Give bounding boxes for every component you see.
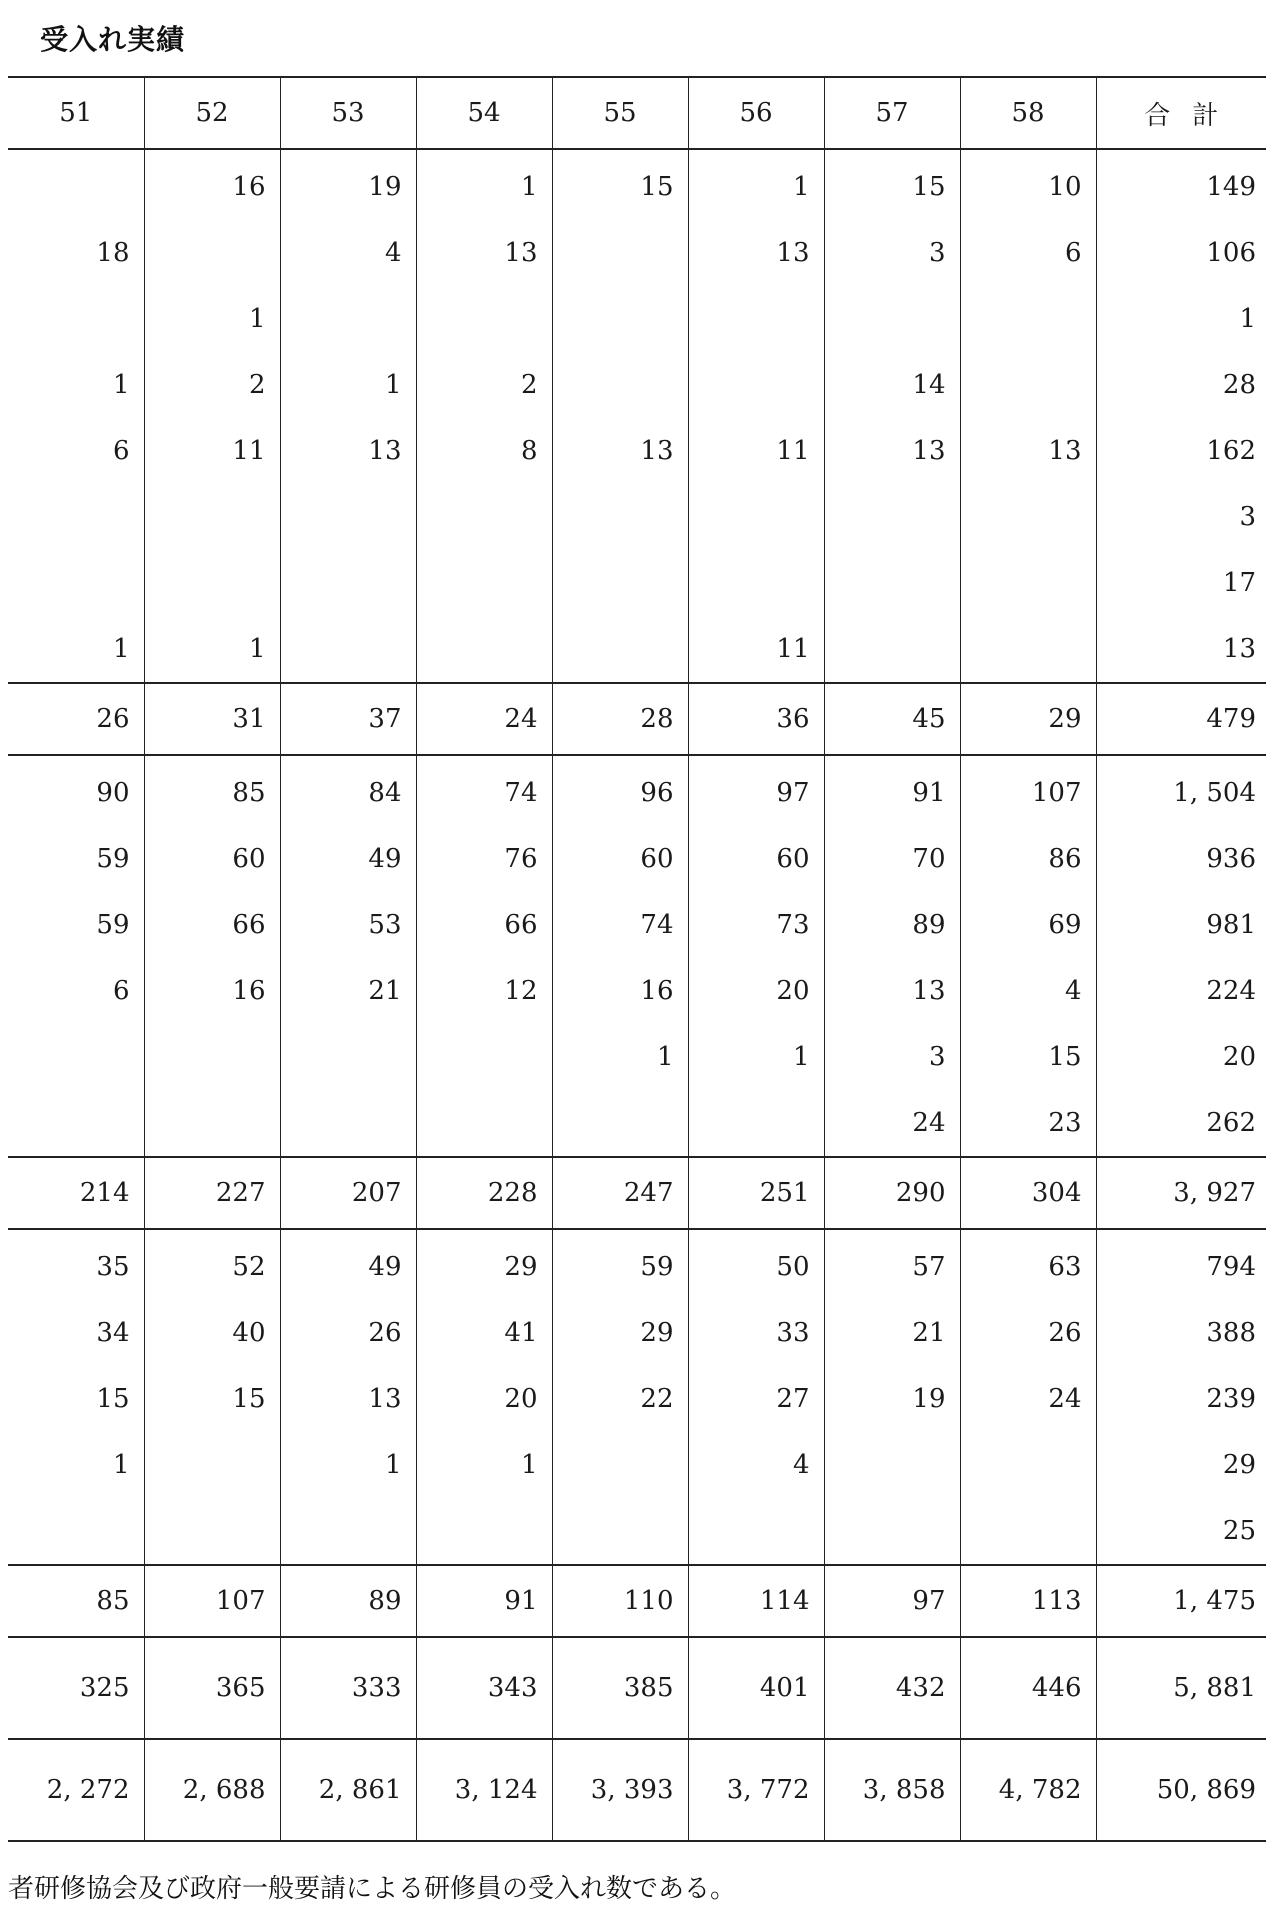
table-cell xyxy=(144,1090,280,1157)
table-cell: 15 xyxy=(144,1366,280,1432)
table-cell xyxy=(960,1432,1096,1498)
table-cell xyxy=(280,484,416,550)
table-cell: 214 xyxy=(8,1157,144,1229)
table-cell: 251 xyxy=(688,1157,824,1229)
table-cell xyxy=(688,352,824,418)
column-header: 53 xyxy=(280,77,416,149)
table-cell-total: 936 xyxy=(1206,844,1256,874)
table-cell-total: 1, 504 xyxy=(1173,778,1256,808)
table-cell: 86 xyxy=(960,826,1096,892)
table-cell xyxy=(8,149,144,220)
table-cell: 97 xyxy=(824,1565,960,1637)
footnote: 者研修協会及び政府一般要請による研修員の受入れ数である。 xyxy=(8,1874,737,1904)
table-cell: 110 xyxy=(552,1565,688,1637)
table-cell xyxy=(8,1498,144,1565)
table-cell: 84 xyxy=(280,755,416,826)
table-cell: 28 xyxy=(552,683,688,755)
table-cell xyxy=(280,550,416,616)
table-cell: 35 xyxy=(8,1229,144,1300)
page-title: 受入れ実績 xyxy=(40,23,186,56)
table-cell: 227 xyxy=(144,1157,280,1229)
table-row xyxy=(8,616,1266,683)
table-cell xyxy=(688,484,824,550)
table-cell: 59 xyxy=(8,826,144,892)
table-cell-total: 224 xyxy=(1206,976,1256,1006)
table-cell-total: 50, 869 xyxy=(1096,1739,1266,1841)
table-cell: 24 xyxy=(960,1366,1096,1432)
table-cell xyxy=(280,1090,416,1157)
table-cell xyxy=(824,616,960,683)
table-cell: 1 xyxy=(144,286,280,352)
table-cell xyxy=(688,286,824,352)
table-cell xyxy=(144,1498,280,1565)
table-cell xyxy=(144,550,280,616)
table-cell xyxy=(552,616,688,683)
column-header: 58 xyxy=(960,77,1096,149)
table-cell: 26 xyxy=(960,1300,1096,1366)
table-cell-total: 106 xyxy=(1206,238,1256,268)
table-cell: 1 xyxy=(280,1432,416,1498)
total-row xyxy=(8,1637,1266,1739)
table-cell xyxy=(824,286,960,352)
subtotal-row xyxy=(8,1565,1266,1637)
table-cell xyxy=(960,1498,1096,1565)
table-cell: 13 xyxy=(280,418,416,484)
table-cell: 6 xyxy=(960,220,1096,286)
table-cell: 1 xyxy=(688,1024,824,1090)
table-cell-total: 1 xyxy=(1239,304,1256,334)
table-cell: 60 xyxy=(552,826,688,892)
table-cell-total: 162 xyxy=(1206,436,1256,466)
table-subtotal-group xyxy=(8,1565,1266,1637)
table-cell xyxy=(280,286,416,352)
table-cell-total: 17 xyxy=(1222,568,1256,598)
table-cell: 13 xyxy=(416,220,552,286)
table-cell: 33 xyxy=(688,1300,824,1366)
table-cell xyxy=(8,1024,144,1090)
table-cell: 57 xyxy=(824,1229,960,1300)
table-cell: 66 xyxy=(144,892,280,958)
table-cell-total: 149 xyxy=(1206,172,1256,202)
table-cell xyxy=(416,286,552,352)
table-cell: 16 xyxy=(552,958,688,1024)
table-cell: 70 xyxy=(824,826,960,892)
table-cell-total: 29 xyxy=(1222,1450,1256,1480)
table-cell xyxy=(144,484,280,550)
table-cell: 26 xyxy=(280,1300,416,1366)
table-cell xyxy=(416,484,552,550)
table-cell: 11 xyxy=(688,616,824,683)
table-cell xyxy=(552,1498,688,1565)
table-cell: 69 xyxy=(960,892,1096,958)
table-cell-total: 388 xyxy=(1206,1318,1256,1348)
table-cell: 52 xyxy=(144,1229,280,1300)
table-cell xyxy=(960,484,1096,550)
column-header: 55 xyxy=(552,77,688,149)
table-cell: 49 xyxy=(280,1229,416,1300)
table-cell: 66 xyxy=(416,892,552,958)
table-cell: 29 xyxy=(960,683,1096,755)
table-cell xyxy=(280,616,416,683)
table-cell: 4 xyxy=(280,220,416,286)
table-cell: 85 xyxy=(144,755,280,826)
column-header: 51 xyxy=(8,77,144,149)
table-cell-total: 1, 475 xyxy=(1096,1565,1266,1637)
table-cell: 401 xyxy=(688,1637,824,1739)
table-cell: 13 xyxy=(960,418,1096,484)
table-cell xyxy=(824,550,960,616)
table-cell: 20 xyxy=(416,1366,552,1432)
table-cell xyxy=(552,352,688,418)
table-cell: 15 xyxy=(552,149,688,220)
table-row xyxy=(8,220,1266,286)
table-cell: 18 xyxy=(8,220,144,286)
table-cell-total: 981 xyxy=(1206,910,1256,940)
table-row xyxy=(8,149,1266,220)
table-cell xyxy=(144,1432,280,1498)
table-cell: 4 xyxy=(688,1432,824,1498)
table-cell: 2 xyxy=(144,352,280,418)
table-cell: 13 xyxy=(824,418,960,484)
table-row xyxy=(8,755,1266,826)
table-cell: 343 xyxy=(416,1637,552,1739)
table-cell: 19 xyxy=(824,1366,960,1432)
table-cell xyxy=(688,1498,824,1565)
table-cell: 45 xyxy=(824,683,960,755)
table-cell: 40 xyxy=(144,1300,280,1366)
table-cell: 3, 772 xyxy=(688,1739,824,1841)
table-cell: 36 xyxy=(688,683,824,755)
table-cell: 11 xyxy=(144,418,280,484)
table-cell: 11 xyxy=(688,418,824,484)
table-cell: 385 xyxy=(552,1637,688,1739)
table-cell: 1 xyxy=(144,616,280,683)
table-cell: 13 xyxy=(824,958,960,1024)
table-cell: 49 xyxy=(280,826,416,892)
table-cell: 21 xyxy=(280,958,416,1024)
table-cell xyxy=(960,550,1096,616)
table-cell: 3, 858 xyxy=(824,1739,960,1841)
table-group xyxy=(8,149,1266,683)
table-cell: 228 xyxy=(416,1157,552,1229)
table-cell-total: 794 xyxy=(1206,1252,1256,1282)
table-cell: 1 xyxy=(8,1432,144,1498)
column-header: 56 xyxy=(688,77,824,149)
table-cell: 446 xyxy=(960,1637,1096,1739)
table-row xyxy=(8,826,1266,892)
table-cell: 74 xyxy=(552,892,688,958)
table-cell-total: 3 xyxy=(1239,502,1256,532)
table-group xyxy=(8,1229,1266,1565)
table-cell: 247 xyxy=(552,1157,688,1229)
table-cell: 89 xyxy=(824,892,960,958)
table-cell xyxy=(552,550,688,616)
table-cell-total: 20 xyxy=(1222,1042,1256,1072)
table-cell: 325 xyxy=(8,1637,144,1739)
table-cell: 24 xyxy=(824,1090,960,1157)
table-row xyxy=(8,1432,1266,1498)
table-cell: 29 xyxy=(416,1229,552,1300)
table-cell-total: 5, 881 xyxy=(1096,1637,1266,1739)
table-row xyxy=(8,1366,1266,1432)
table-cell xyxy=(8,286,144,352)
table-cell: 20 xyxy=(688,958,824,1024)
table-cell: 90 xyxy=(8,755,144,826)
table-cell: 10 xyxy=(960,149,1096,220)
table-cell: 22 xyxy=(552,1366,688,1432)
table-cell: 31 xyxy=(144,683,280,755)
table-cell: 27 xyxy=(688,1366,824,1432)
table-cell: 63 xyxy=(960,1229,1096,1300)
table-cell xyxy=(8,550,144,616)
table-cell: 304 xyxy=(960,1157,1096,1229)
header-row xyxy=(8,77,1266,149)
table-cell: 24 xyxy=(416,683,552,755)
table-cell: 1 xyxy=(8,616,144,683)
table-cell: 91 xyxy=(416,1565,552,1637)
table-cell: 29 xyxy=(552,1300,688,1366)
table-cell: 85 xyxy=(8,1565,144,1637)
table-cell: 207 xyxy=(280,1157,416,1229)
table-cell: 114 xyxy=(688,1565,824,1637)
table-cell: 1 xyxy=(416,149,552,220)
table-cell xyxy=(280,1498,416,1565)
table-cell-total: 25 xyxy=(1222,1516,1256,1546)
table-cell xyxy=(416,1090,552,1157)
table-cell xyxy=(552,286,688,352)
table-cell xyxy=(552,220,688,286)
table-cell: 3, 124 xyxy=(416,1739,552,1841)
subtotal-row xyxy=(8,1157,1266,1229)
table-cell: 74 xyxy=(416,755,552,826)
column-header: 57 xyxy=(824,77,960,149)
table-cell: 91 xyxy=(824,755,960,826)
table-subtotal-group xyxy=(8,683,1266,755)
table-cell: 50 xyxy=(688,1229,824,1300)
table-cell: 97 xyxy=(688,755,824,826)
table-total-group xyxy=(8,1637,1266,1841)
table-cell: 1 xyxy=(552,1024,688,1090)
table-cell: 13 xyxy=(688,220,824,286)
table-cell: 12 xyxy=(416,958,552,1024)
table-cell: 60 xyxy=(144,826,280,892)
table-cell: 290 xyxy=(824,1157,960,1229)
table-cell xyxy=(416,616,552,683)
table-cell: 60 xyxy=(688,826,824,892)
table-cell: 432 xyxy=(824,1637,960,1739)
table-row xyxy=(8,958,1266,1024)
table-cell: 41 xyxy=(416,1300,552,1366)
table-cell: 37 xyxy=(280,683,416,755)
column-header: 54 xyxy=(416,77,552,149)
table-cell: 6 xyxy=(8,418,144,484)
table-cell: 3, 393 xyxy=(552,1739,688,1841)
table-row xyxy=(8,352,1266,418)
table-cell: 2 xyxy=(416,352,552,418)
table-cell: 1 xyxy=(416,1432,552,1498)
table-cell xyxy=(416,1024,552,1090)
table-cell xyxy=(824,1498,960,1565)
table-cell: 6 xyxy=(8,958,144,1024)
table-row xyxy=(8,1300,1266,1366)
table-cell: 2, 272 xyxy=(8,1739,144,1841)
table-cell xyxy=(688,550,824,616)
table-cell xyxy=(416,550,552,616)
table-row xyxy=(8,1498,1266,1565)
table-cell: 1 xyxy=(280,352,416,418)
acceptance-table-container xyxy=(8,76,1266,1842)
table-cell xyxy=(416,1498,552,1565)
table-cell: 96 xyxy=(552,755,688,826)
table-cell xyxy=(552,1432,688,1498)
table-cell: 4 xyxy=(960,958,1096,1024)
table-cell: 365 xyxy=(144,1637,280,1739)
table-cell: 16 xyxy=(144,149,280,220)
table-cell xyxy=(552,1090,688,1157)
table-cell: 21 xyxy=(824,1300,960,1366)
table-cell xyxy=(8,484,144,550)
table-cell xyxy=(960,616,1096,683)
table-row xyxy=(8,1090,1266,1157)
table-cell: 16 xyxy=(144,958,280,1024)
table-cell: 2, 688 xyxy=(144,1739,280,1841)
table-cell: 4, 782 xyxy=(960,1739,1096,1841)
table-cell: 15 xyxy=(824,149,960,220)
table-cell: 73 xyxy=(688,892,824,958)
table-cell: 107 xyxy=(144,1565,280,1637)
table-cell xyxy=(960,286,1096,352)
table-cell-total: 262 xyxy=(1206,1108,1256,1138)
table-cell: 14 xyxy=(824,352,960,418)
table-cell xyxy=(144,1024,280,1090)
table-row xyxy=(8,550,1266,616)
table-cell: 15 xyxy=(8,1366,144,1432)
acceptance-table xyxy=(8,76,1266,1842)
table-cell: 2, 861 xyxy=(280,1739,416,1841)
table-cell xyxy=(824,484,960,550)
table-cell xyxy=(144,220,280,286)
table-group xyxy=(8,755,1266,1157)
table-cell xyxy=(280,1024,416,1090)
table-cell-total: 28 xyxy=(1222,370,1256,400)
table-cell: 107 xyxy=(960,755,1096,826)
table-cell: 19 xyxy=(280,149,416,220)
table-cell: 1 xyxy=(8,352,144,418)
column-header-total: 合計 xyxy=(1096,77,1266,149)
table-cell: 3 xyxy=(824,1024,960,1090)
subtotal-row xyxy=(8,683,1266,755)
table-row xyxy=(8,892,1266,958)
table-row xyxy=(8,484,1266,550)
table-cell: 26 xyxy=(8,683,144,755)
table-cell: 53 xyxy=(280,892,416,958)
table-cell-total: 13 xyxy=(1222,634,1256,664)
table-row xyxy=(8,1229,1266,1300)
table-cell: 3 xyxy=(824,220,960,286)
table-cell: 59 xyxy=(552,1229,688,1300)
table-cell: 13 xyxy=(280,1366,416,1432)
table-cell: 59 xyxy=(8,892,144,958)
table-cell xyxy=(824,1432,960,1498)
grand-total-row xyxy=(8,1739,1266,1841)
table-subtotal-group xyxy=(8,1157,1266,1229)
table-cell-total: 479 xyxy=(1096,683,1266,755)
table-row xyxy=(8,418,1266,484)
table-cell: 89 xyxy=(280,1565,416,1637)
table-cell: 8 xyxy=(416,418,552,484)
table-cell: 15 xyxy=(960,1024,1096,1090)
table-cell: 113 xyxy=(960,1565,1096,1637)
table-cell: 13 xyxy=(552,418,688,484)
table-cell: 23 xyxy=(960,1090,1096,1157)
table-cell: 333 xyxy=(280,1637,416,1739)
table-row xyxy=(8,286,1266,352)
table-cell: 1 xyxy=(688,149,824,220)
table-cell: 34 xyxy=(8,1300,144,1366)
table-row xyxy=(8,1024,1266,1090)
table-cell xyxy=(8,1090,144,1157)
table-cell xyxy=(552,484,688,550)
table-cell xyxy=(688,1090,824,1157)
table-cell-total: 3, 927 xyxy=(1096,1157,1266,1229)
column-header: 52 xyxy=(144,77,280,149)
table-cell xyxy=(960,352,1096,418)
table-cell: 76 xyxy=(416,826,552,892)
table-cell-total: 239 xyxy=(1206,1384,1256,1414)
